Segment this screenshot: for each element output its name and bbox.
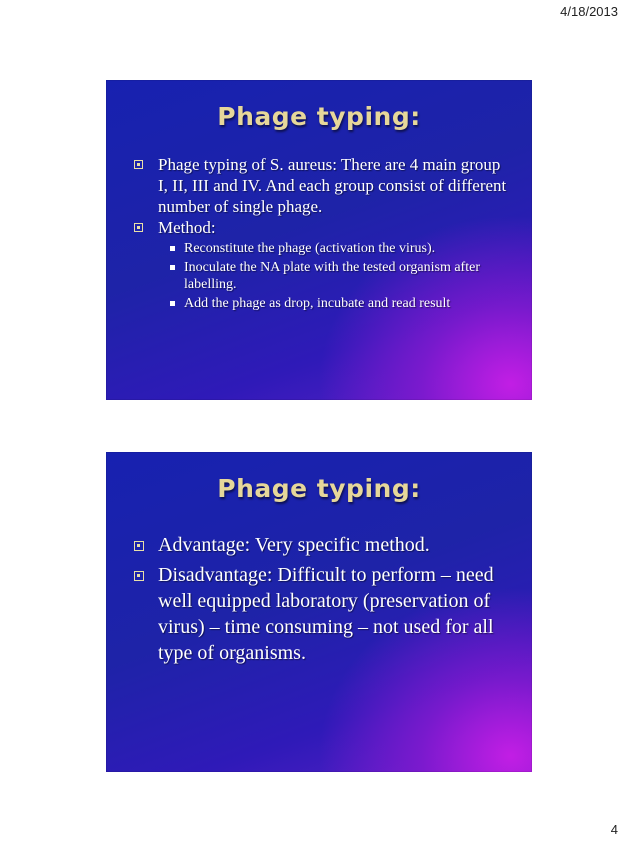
sub-list-item [170,240,510,257]
sub-bullet-list [158,240,510,312]
list-item [134,562,510,666]
square-bullet-icon [170,301,175,306]
square-bullet-icon [134,160,143,169]
slide-title: Phage typing: [217,474,421,503]
sub-list-item-text: Reconstitute the phage (activation the virus). [184,241,436,256]
sub-list-item-text: Inoculate the NA plate with the tested organism after labelling. [184,260,480,292]
sub-list-item-text: Add the phage as drop, incubate and read result [184,296,451,311]
bullet-list [134,532,510,670]
list-item [134,532,510,558]
square-bullet-icon [170,265,175,270]
square-bullet-icon [134,571,144,581]
sub-list-item [170,295,510,312]
bullet-list [134,154,510,312]
square-bullet-icon [134,541,144,551]
sub-list-item [170,259,510,293]
square-bullet-icon [134,223,143,232]
slide-2 [106,452,532,772]
list-item-text: Method: [158,218,216,237]
list-item [134,217,510,312]
list-item-text: Phage typing of S. aureus: There are 4 main group I, II, III and IV. And each group consist of different number of single phage. [158,155,507,216]
list-item-text: Disadvantage: Difficult to perform – need well equipped laboratory (preservation of virus) – time consuming – not used for all type of organisms. [158,564,494,664]
page-number: 4 [610,822,618,837]
list-item-text: Advantage: Very specific method. [158,534,430,556]
list-item [134,154,510,217]
slide-1 [106,80,532,400]
square-bullet-icon [170,246,175,251]
slide-title: Phage typing: [217,102,421,131]
handout-date: 4/18/2013 [560,4,618,19]
